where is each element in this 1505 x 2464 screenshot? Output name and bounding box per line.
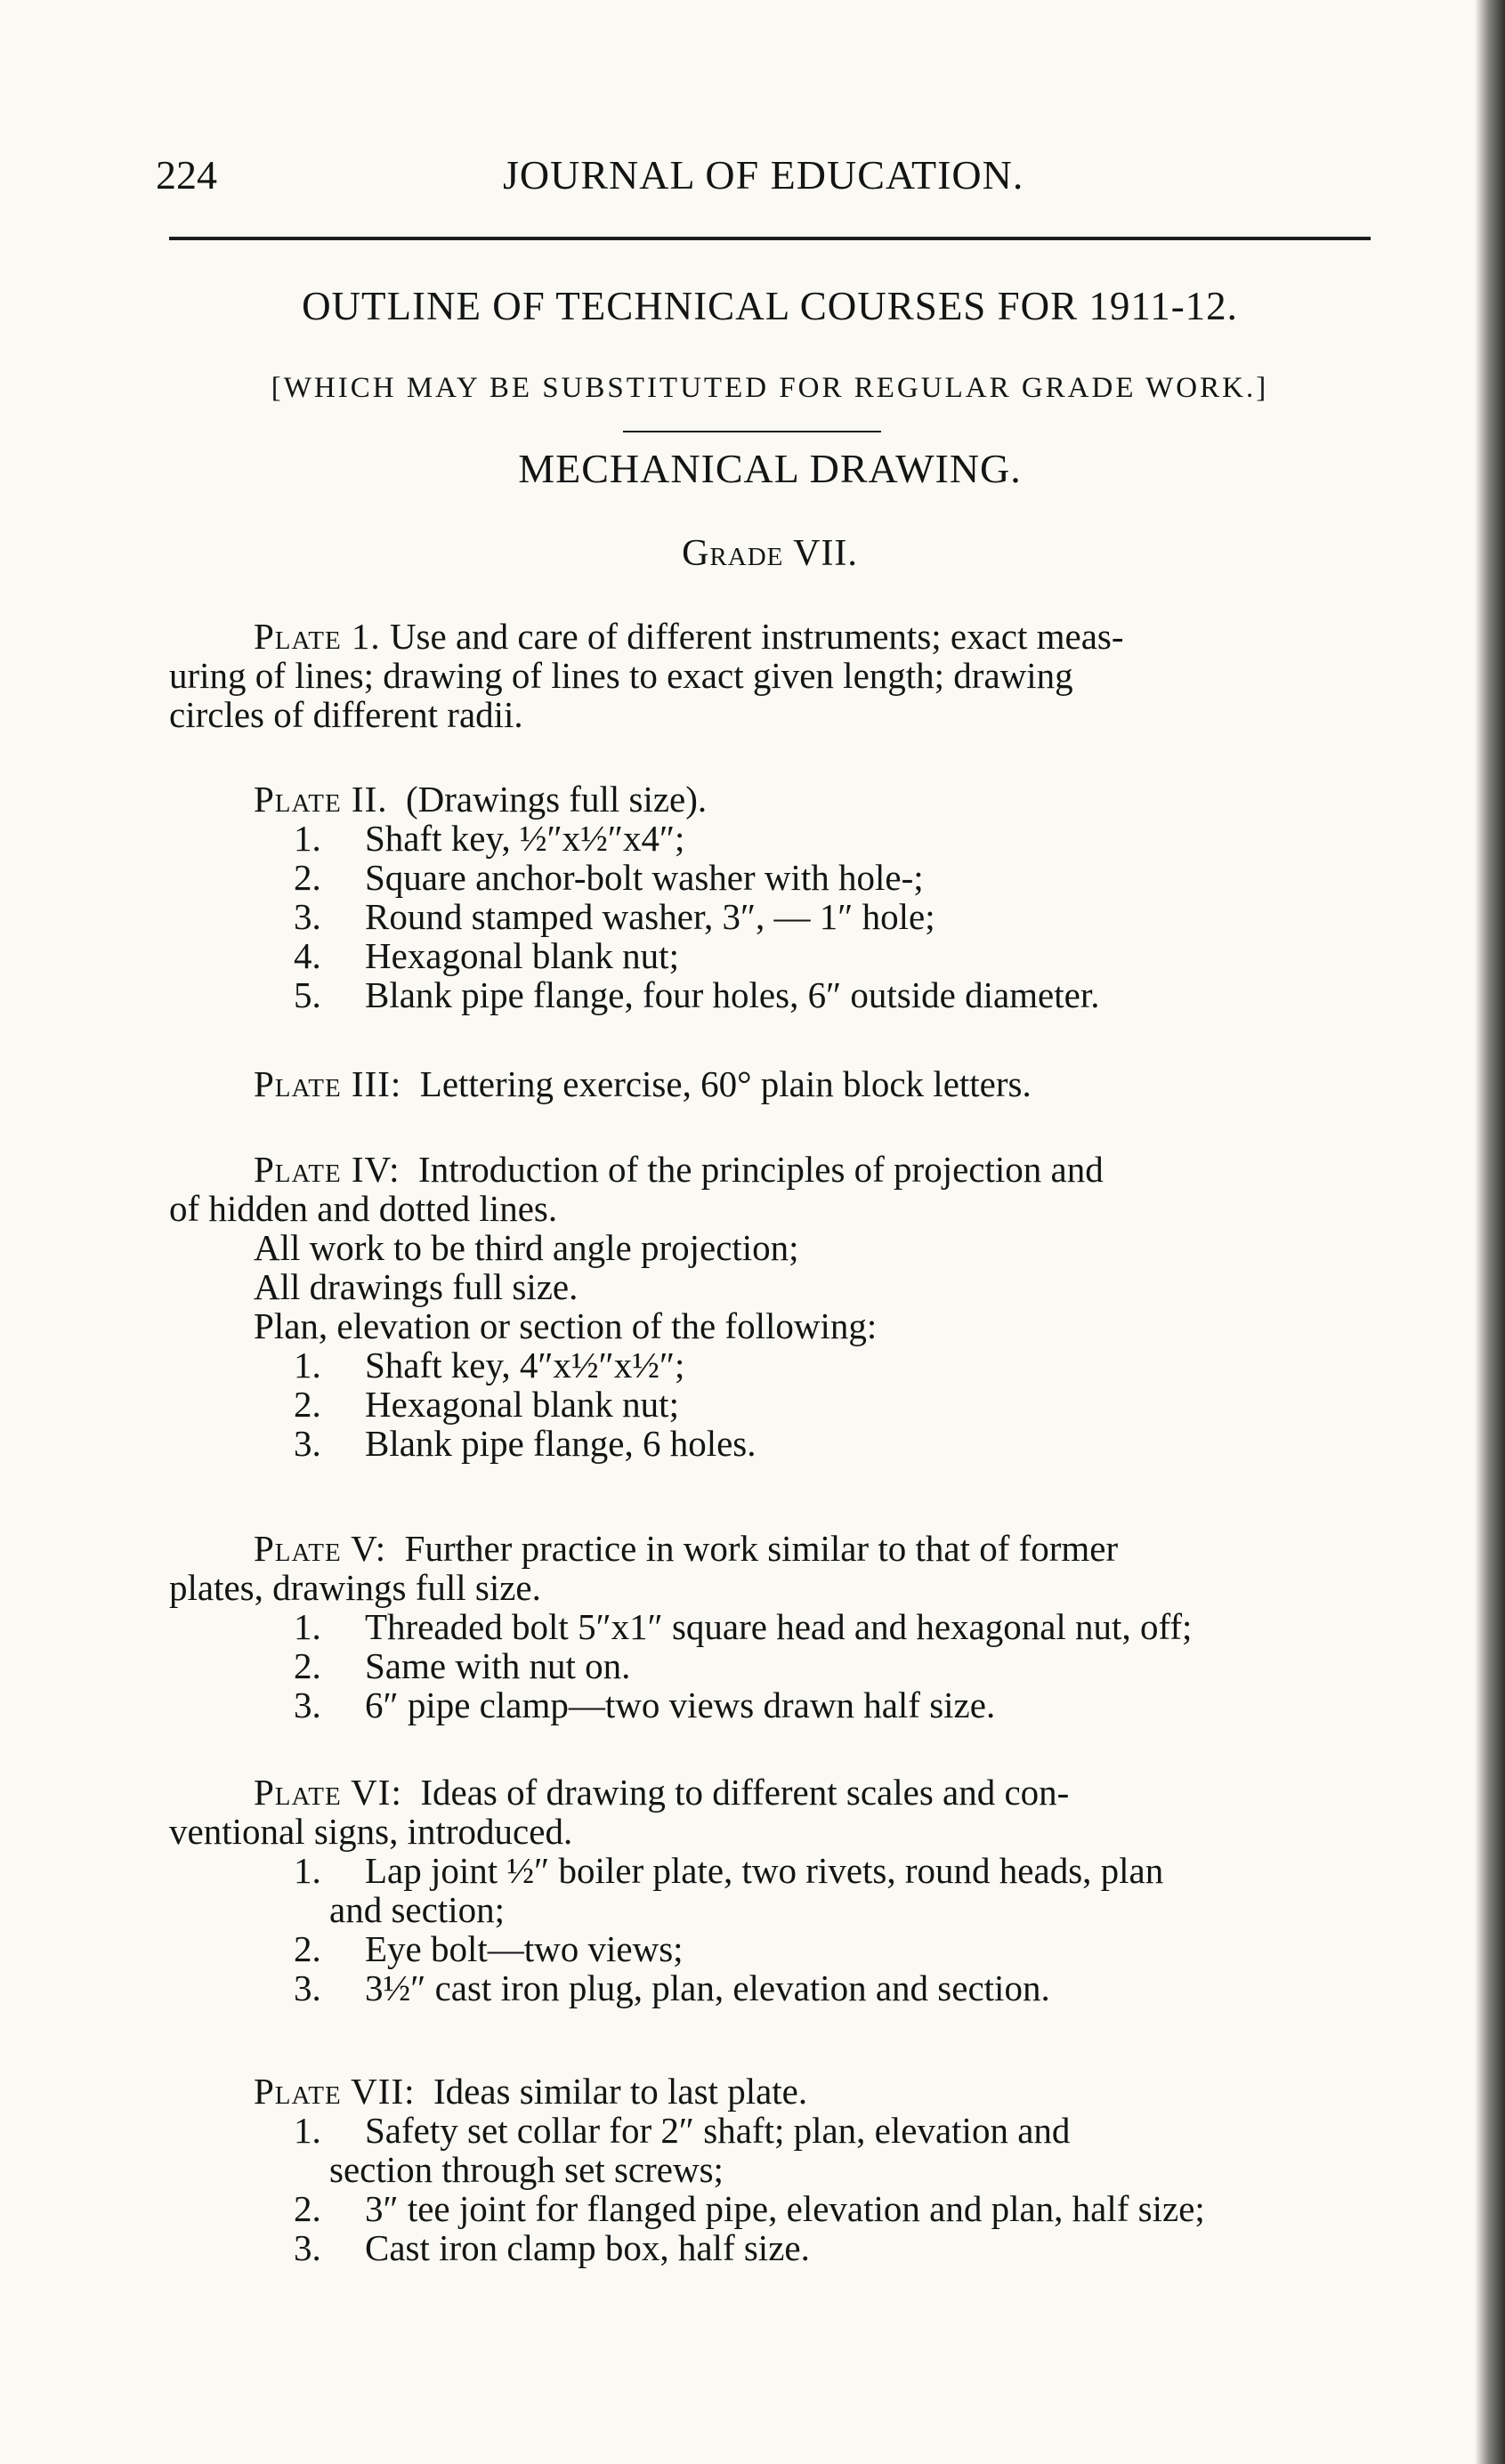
plate-label: Plate VI: xyxy=(254,1772,402,1813)
list-item xyxy=(169,1345,1380,1385)
plate-1 xyxy=(169,617,1380,734)
plate-label: Plate II. xyxy=(254,779,388,820)
plate-label: Plate III: xyxy=(254,1063,402,1104)
plate-text-line: ventional signs, introduced. xyxy=(169,1811,573,1852)
plate-label: Plate IV: xyxy=(254,1149,401,1190)
item-number: 3. xyxy=(294,2227,321,2268)
plate-text-line: plates, drawings full size. xyxy=(169,1567,541,1608)
item-text: Eye bolt—two views; xyxy=(365,1928,684,1969)
item-text: 3½″ cast iron plug, plan, elevation and section. xyxy=(365,1967,1050,2008)
item-number: 4. xyxy=(294,935,321,976)
list-item xyxy=(169,1968,1380,2008)
page-number: 224 xyxy=(156,152,217,198)
page-header xyxy=(156,151,1375,205)
item-number: 1. xyxy=(294,2110,321,2151)
item-number: 2. xyxy=(294,2188,321,2229)
plate-4 xyxy=(169,1150,1380,1463)
item-number: 1. xyxy=(294,1606,321,1647)
item-text: Same with nut on. xyxy=(365,1645,631,1686)
item-number: 1. xyxy=(294,818,321,859)
plate-text-line: uring of lines; drawing of lines to exact given length; drawing xyxy=(169,655,1073,696)
item-number: 2. xyxy=(294,1645,321,1686)
plate-note: All work to be third angle projection; xyxy=(254,1227,799,1268)
item-text: Shaft key, 4″x½″x½″; xyxy=(365,1345,685,1385)
plate-label: Plate VII: xyxy=(254,2071,416,2112)
plate-note: All drawings full size. xyxy=(254,1266,579,1307)
plate-text-line: circles of different radii. xyxy=(169,694,523,735)
list-item xyxy=(169,1424,1380,1463)
header-rule xyxy=(169,237,1371,240)
item-text: 3″ tee joint for flanged pipe, elevation and plan, half size; xyxy=(365,2188,1205,2229)
item-number: 2. xyxy=(294,1384,321,1425)
item-text: Safety set collar for 2″ shaft; plan, elevation and xyxy=(365,2110,1071,2151)
plate-2 xyxy=(169,780,1380,1014)
list-item xyxy=(169,2189,1380,2228)
list-item xyxy=(169,1685,1380,1725)
section-heading: MECHANICAL DRAWING. xyxy=(518,446,1022,491)
list-item xyxy=(169,858,1380,897)
item-number: 3. xyxy=(294,1684,321,1725)
item-text: Round stamped washer, 3″, — 1″ hole; xyxy=(365,896,935,937)
item-number: 2. xyxy=(294,1928,321,1969)
item-continuation: and section; xyxy=(329,1889,505,1930)
list-item xyxy=(169,1385,1380,1424)
plate-intro: (Drawings full size). xyxy=(405,779,708,820)
plate-6 xyxy=(169,1773,1380,2008)
item-text: Shaft key, ½″x½″x4″; xyxy=(365,818,685,859)
item-text: 6″ pipe clamp—two views drawn half size. xyxy=(365,1684,996,1725)
list-item xyxy=(169,936,1380,975)
item-number: 3. xyxy=(294,896,321,937)
item-text: Blank pipe flange, four holes, 6″ outside diameter. xyxy=(365,974,1100,1015)
item-text: Cast iron clamp box, half size. xyxy=(365,2227,810,2268)
item-text: Blank pipe flange, 6 holes. xyxy=(365,1423,757,1464)
grade-heading: Grade VII. xyxy=(682,533,858,574)
item-text: Square anchor-bolt washer with hole-; xyxy=(365,857,924,898)
plate-label: Plate V: xyxy=(254,1528,387,1569)
plate-text-line: Use and care of different instruments; exact meas- xyxy=(389,616,1124,657)
item-continuation: section through set screws; xyxy=(329,2149,724,2190)
plate-7 xyxy=(169,2072,1380,2267)
list-item xyxy=(169,1929,1380,1968)
plate-text-line: Ideas similar to last plate. xyxy=(433,2071,808,2112)
running-head: JOURNAL OF EDUCATION. xyxy=(503,152,1024,198)
list-item xyxy=(169,1607,1380,1646)
list-item xyxy=(169,897,1380,936)
list-item xyxy=(169,1646,1380,1685)
item-number: 2. xyxy=(294,857,321,898)
document-subtitle: [WHICH MAY BE SUBSTITUTED FOR REGULAR GRADE WORK.] xyxy=(271,372,1269,404)
plate-3 xyxy=(169,1064,1380,1103)
document-title: OUTLINE OF TECHNICAL COURSES FOR 1911-12. xyxy=(302,284,1238,328)
item-number: 1. xyxy=(294,1345,321,1385)
plate-text-line: of hidden and dotted lines. xyxy=(169,1188,558,1229)
item-number: 1. xyxy=(294,1850,321,1891)
list-item xyxy=(169,1851,1380,1890)
plate-5 xyxy=(169,1529,1380,1725)
plate-text-line: Ideas of drawing to different scales and con- xyxy=(420,1772,1070,1813)
plate-text-line: Further practice in work similar to that of former xyxy=(404,1528,1119,1569)
item-number: 3. xyxy=(294,1423,321,1464)
item-text: Threaded bolt 5″x1″ square head and hexagonal nut, off; xyxy=(365,1606,1193,1647)
plate-text-line: Lettering exercise, 60° plain block letters. xyxy=(419,1063,1032,1104)
section-rule xyxy=(623,431,881,432)
plate-note: Plan, elevation or section of the following: xyxy=(254,1305,878,1346)
item-text: Hexagonal blank nut; xyxy=(365,935,679,976)
book-spine-shadow xyxy=(1475,0,1505,2464)
list-item xyxy=(169,975,1380,1014)
item-number: 5. xyxy=(294,974,321,1015)
item-text: Hexagonal blank nut; xyxy=(365,1384,679,1425)
plate-text-line: Introduction of the principles of projection and xyxy=(418,1149,1104,1190)
list-item xyxy=(169,819,1380,858)
list-item xyxy=(169,2111,1380,2150)
list-item xyxy=(169,2228,1380,2267)
item-text: Lap joint ½″ boiler plate, two rivets, round heads, plan xyxy=(365,1850,1164,1891)
plate-label: Plate 1. xyxy=(254,616,381,657)
item-number: 3. xyxy=(294,1967,321,2008)
